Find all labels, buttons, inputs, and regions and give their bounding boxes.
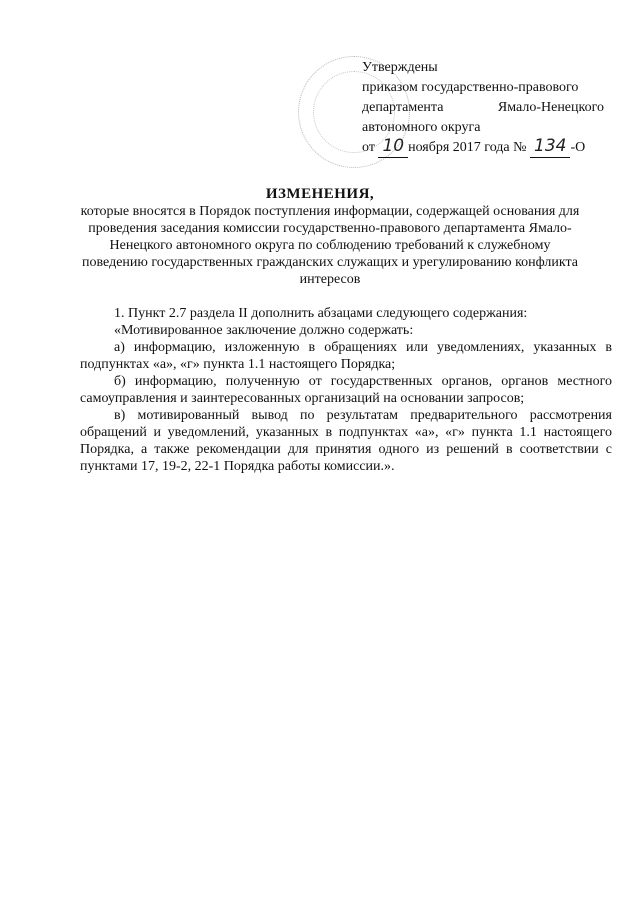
approval-date-prefix: от [362,140,375,155]
document-subtitle: которые вносятся в Порядок поступления информации, содержащей основания для проведения заседания комиссии государственно-правового департамента Ямало-Ненецкого автономного округа по соблюдению требований к служебному поведению государственных гражданских служащих и урегулированию конфликта интересов [80,204,580,287]
approval-order-label: приказом государственно-правового [362,80,579,95]
paragraph-subitem-b: б) информацию, полученную от государственных органов, органов местного самоуправления и заинтересованных организаций на основании запросов; [80,374,612,406]
paragraph-subitem-a: а) информацию, изложенную в обращениях или уведомлениях, указанных в подпунктах «а», «г» пункта 1.1 настоящего Порядка; [80,340,612,372]
approval-line-department [362,98,604,118]
approval-line-date [362,138,604,158]
paragraph-item-1: 1. Пункт 2.7 раздела II дополнить абзацами следующего содержания: [114,306,528,321]
approval-line-approved [362,58,604,78]
approval-handwritten-number: 134 [530,138,570,158]
document-body [80,305,612,475]
approval-okrug-label: автономного округа [362,120,481,135]
paragraph-quote-start: «Мотивированное заключение должно содержать: [114,323,414,338]
approval-number-suffix: -О [570,140,586,155]
approval-date-middle: ноября 2017 года № [408,140,527,155]
approval-block [362,58,604,158]
approval-handwritten-day: 10 [378,138,408,158]
approval-approved-label: Утверждены [362,60,438,75]
approval-line-order [362,78,604,98]
paragraph-subitem-v: в) мотивированный вывод по результатам предварительного рассмотрения обращений и уведомлений, указанных в подпунктах «а», «г» пункта 1.1 настоящего Порядка, а также рекомендации для принятия одного из решений в соответствии с пунктами 17, 19-2, 22-1 Порядка работы комиссии.». [80,408,612,474]
approval-line-okrug [362,118,604,138]
approval-region-label: Ямало-Ненецкого [497,100,604,115]
approval-department-label: департамента [362,100,444,115]
document-title: ИЗМЕНЕНИЯ, [265,186,375,202]
